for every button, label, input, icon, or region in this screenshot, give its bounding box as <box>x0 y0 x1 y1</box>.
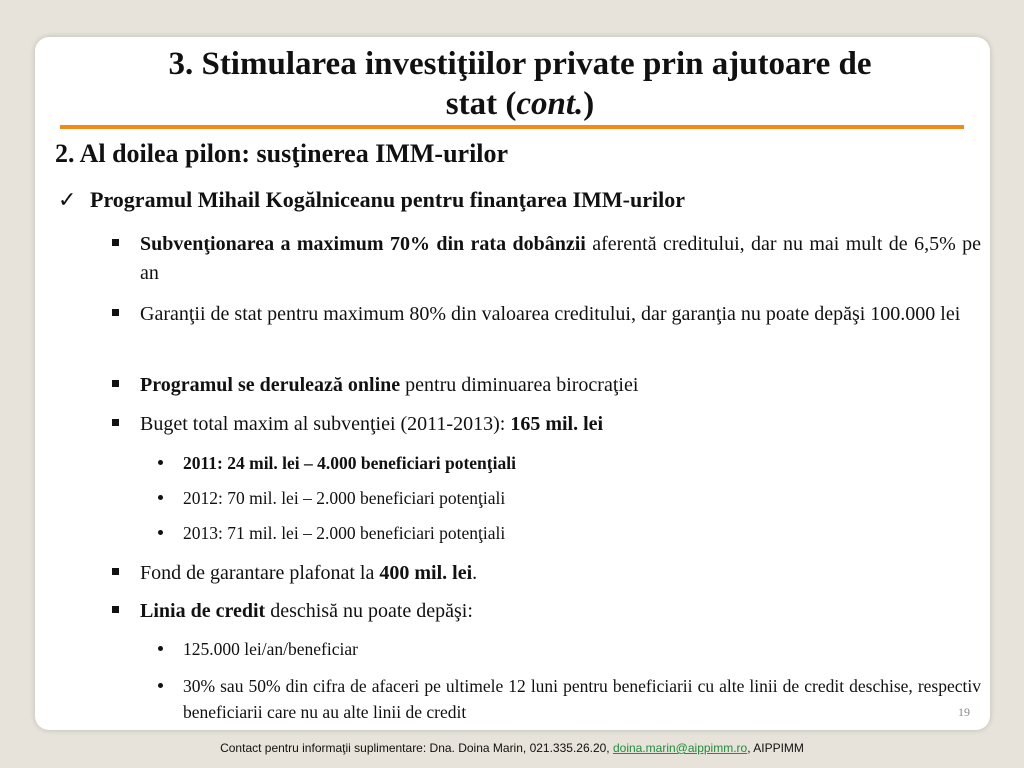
checkmark-icon: ✓ <box>58 187 77 212</box>
page-number: 19 <box>958 705 970 719</box>
square-bullet-icon <box>112 606 119 613</box>
bullet-item: Subvenţionarea a maximum 70% din rata dobânzii aferentă creditului, dar nu mai mult de 6,5% pe an <box>112 230 981 288</box>
footer-contact: Contact pentru informaţii suplimentare: Dna. Doina Marin, 021.335.26.20, doina.marin@aippimm.ro, AIPPIMM <box>220 741 804 755</box>
square-bullet-icon <box>112 309 119 316</box>
title-line-2-italic: cont. <box>516 86 584 122</box>
sub-bullet-item: 2011: 24 mil. lei – 4.000 beneficiari potenţiali <box>158 450 981 476</box>
dot-bullet-icon <box>158 460 163 465</box>
title-divider <box>60 125 964 129</box>
section-heading: 2. Al doilea pilon: susţinerea IMM-urilor <box>55 139 509 168</box>
title-line-1: 3. Stimularea investiţiilor private prin ajutoare de <box>168 46 872 82</box>
bullet-item: Buget total maxim al subvenţiei (2011-2013): 165 mil. lei <box>112 410 981 439</box>
bullet-item: Programul se derulează online pentru diminuarea birocraţiei <box>112 371 981 400</box>
square-bullet-icon <box>112 568 119 575</box>
dot-bullet-icon <box>158 683 163 688</box>
square-bullet-icon <box>112 380 119 387</box>
bullet-item: Fond de garantare plafonat la 400 mil. lei. <box>112 559 981 588</box>
email-link[interactable]: doina.marin@aippimm.ro <box>612 741 748 755</box>
bullet-item: Garanţii de stat pentru maximum 80% din valoarea creditului, dar garanţia nu poate depăşi 100.000 lei <box>112 300 981 329</box>
sub-bullet-item: 2012: 70 mil. lei – 2.000 beneficiari potenţiali <box>158 485 981 511</box>
sub-bullet-item: 30% sau 50% din cifra de afaceri pe ultimele 12 luni pentru beneficiarii cu alte linii de credit deschise, respectiv beneficiarii care nu au alte linii de credit <box>158 673 981 725</box>
program-label: Programul Mihail Kogălniceanu pentru finanţarea IMM-urilor <box>90 187 685 212</box>
square-bullet-icon <box>112 419 119 426</box>
dot-bullet-icon <box>158 646 163 651</box>
dot-bullet-icon <box>158 495 163 500</box>
sub-bullet-item: 125.000 lei/an/beneficiar <box>158 636 981 662</box>
title-line-2-prefix: stat ( <box>445 86 517 122</box>
sub-bullet-item: 2013: 71 mil. lei – 2.000 beneficiari potenţiali <box>158 520 981 546</box>
dot-bullet-icon <box>158 530 163 535</box>
bullet-item: Linia de credit deschisă nu poate depăşi: <box>112 597 981 626</box>
title-line-2-suffix: ) <box>583 86 595 122</box>
square-bullet-icon <box>112 239 119 246</box>
slide-title <box>60 44 980 124</box>
program-heading <box>58 187 685 213</box>
